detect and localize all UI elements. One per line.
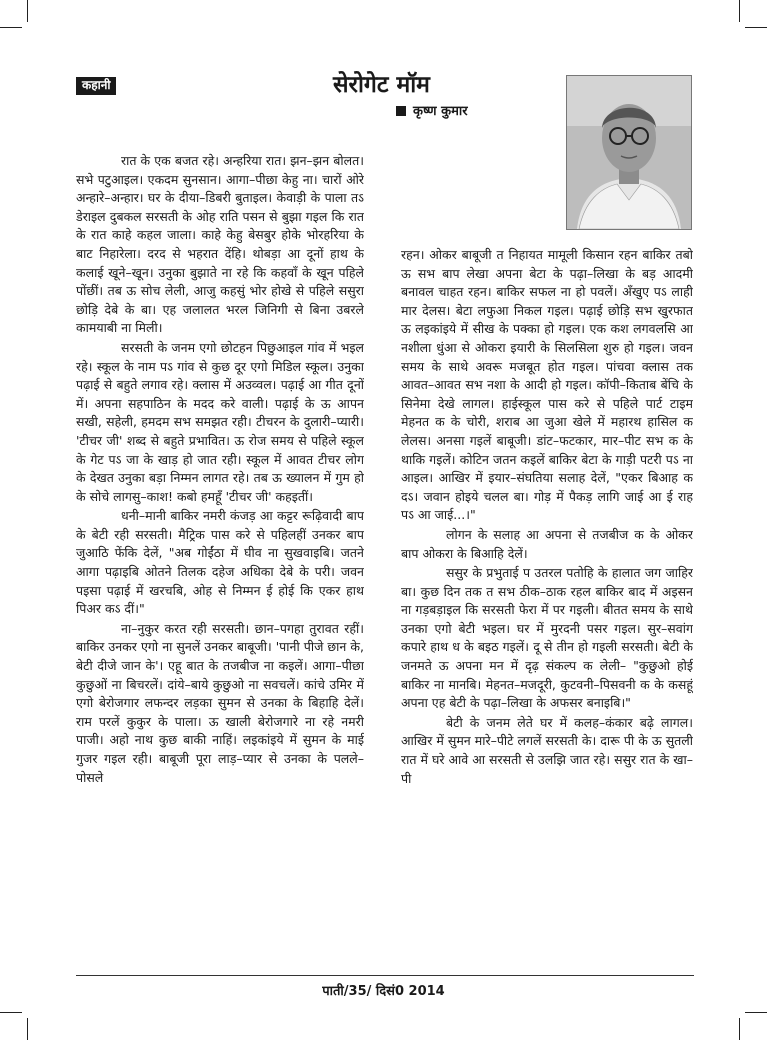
article-column-right: [401, 246, 693, 981]
paragraph: ससुर के प्रभुताई प उतरल पतोहि के हालात जग जाहिर बा। कुछ दिन तक त सभ ठीक–ठाक रहल बाकिर बाद में अइसन ना गड़बड़ाइल कि सरसती फेरा में पर गइली। बीतत समय के साथे उनका एगो बेटी भइल। घर में मुरदनी पसर गइल। सुर–सवांग कपारे हाथ ध के बइठ गइलें। दू से तीन हो गइली सरसती। बेटी के जनमते ऊ अपना मन में दृढ़ संकल्प क लेली– "कुछुओ होई बाकिर ना मानबि। मेहनत–मजदूरी, कुटवनी–पिसवनी क के कसहूं अपना एह बेटी के पढ़ा–लिखा के अफसर बनाइबि।": [401, 565, 693, 711]
crop-mark: [27, 1018, 28, 1040]
paragraph: धनी–मानी बाकिर नमरी कंजड़ आ कट्टर रूढ़िवादी बाप के बेटी रही सरसती। मैट्रिक पास करे से पहिलहीं उनकर बाप जुआठि फेंकि देलें, "अब गोईंठा में घीव ना सुखवाइबि। जतने आगा पढ़ाइबि ओतने तिलक दहेज अधिका देबे के परी। जवन पइसा पढ़ाई में खरचबि, ओह से निम्मन ई होई कि एकर हाथ पिअर कऽ दीं।": [76, 508, 364, 617]
crop-mark: [27, 0, 28, 22]
author-name: कृष्ण कुमार: [413, 104, 468, 119]
paragraph: बेटी के जनम लेते घर में कलह–कंकार बढ़े लागल। आखिर में सुमन मारे–पीटे लगलें सरसती के। दारू पी के ऊ सुतली रात में घरे आवे आ सरसती से उलझि जात रहे। ससुर रात के खा–पी: [401, 714, 693, 786]
author-photo: [567, 76, 691, 229]
crop-mark: [745, 1012, 767, 1013]
paragraph: रहन। ओकर बाबूजी त निहायत मामूली किसान रहन बाकिर तबो ऊ सभ बाप लेखा अपना बेटा के पढ़ा–लिखा के बड़ आदमी बनावल चाहत रहन। बाकिर सफल ना हो पवलें। अँखुए पऽ लाही मार देलस। बेटा लफुआ निकल गइल। पढ़ाई छोड़ि सभ खुरफात ऊ लइकांइये में सीख के पक्का हो गइल। एक कश लगवलसि आ नशीला धुंआ से ओकरा इयारी के सिलसिला शुरु हो गइल। जवन समय के साथे अवरू मजबूत होत गइल। पांचवा क्लास तक आवत–आवत सभ नशा के आदी हो गइल। कॉपी–किताब बेंचि के सिनेमा देखे लागल। हाईस्कूल पास करे से पहिले पार्ट टाइम मेहनत क के चोरी, शराब आ जुआ खेले में महारथ हासिल क लेलस। अनसा गइलें बाबूजी। डांट–फटकार, मार–पीट सभ क के थाकि गइलें। कोटिन जतन कइलें बाकिर बेटा के गाड़ी पटरी पऽ ना आइल। आखिर में इयार–संघतिया सलाह देलें, "एकर बिआह क दऽ। जवान होइये चलल बा। गोड़ में पैकड़ लागि जाई आ ई राह पऽ आ जाई...।": [401, 247, 693, 523]
paragraph: ना–नुकुर करत रही सरसती। छान–पगहा तुरावत रहीं। बाकिर उनकर एगो ना सुनलें उनकर बाबूजी। 'पानी पीजे छान के, बेटी दीजे जान के'। एहू बात के तजबीज ना कइलें। आगा–पीछा कुछुओं ना बिचरलें। दांये–बाये कुछुओ ना सवचलें। कांचे उमिर में एगो बेरोजगार लफन्दर लड़का सुमन से उनका के बिहाहि देलें। राम परलें कुकुर के पाला। ऊ खाली बेरोजगारे ना रहे नमरी पाजी। अहो नाथ कुछ बाकी नाहिं। लइकांइये में सुमन के माई गुजर गइल रही। बाबूजी पूरा लाड़–प्यार से उनका के पलले–पोसले: [76, 620, 364, 785]
paragraph: रात के एक बजत रहे। अन्हरिया रात। झन–झन बोलत। सभे पटुआइल। एकदम सुनसान। आगा–पीछा केहु ना। चारों ओरे अन्हारे–अन्हार। घर के दीया–डिबरी बुताइल। केवाड़ी के पाला तऽ डेराइल दुबकल सरसती के ओह राति पसन से बुझा गइल कि रात के रात काहे कहल जाला। काहे केहु बेसबुर होके भोरहरिया के बाट निहारेला। दरद से भहरात देंहि। थोबड़ा आ दूनों हाथ के कलाई खूने–खून। उनुका बुझाते ना रहे कि कहवाँ के खून पहिले पोंछीं। तब ऊ सोच लेली, आजु कहसुं भोर होखे से पहिले ससुरा छोड़ि देबे के बा। एह जलालत भरल जिनिगी से बिना उबरले कामयाबी ना मिली।: [76, 153, 364, 336]
footer-divider: [76, 975, 694, 976]
portrait-icon: [567, 76, 691, 229]
crop-mark: [739, 0, 740, 22]
paragraph: लोगन के सलाह आ अपना से तजबीज क के ओकर बाप ओकरा के बिआहि देलें।: [401, 526, 693, 561]
paragraph: सरसती के जनम एगो छोटहन पिछुआइल गांव में भइल रहे। स्कूल के नाम पऽ गांव से कुछ दूर एगो मिडिल स्कूल। उनुका पढ़ाई से बहुते लगाव रहे। क्लास में अउव्वल। पढ़ाई आ गीत दूनों में। अपना सहपाठिन के मदद करे वाली। पढ़ाई के ऊ आपन सखी, सहेली, हमदम सभ समझत रही। टीचरन के दुलारी–प्यारी। 'टीचर जी' शब्द से बहुते प्रभावित। ऊ रोज समय से पहिले स्कूल के गेट पऽ जा के खाड़ हो जात रही। स्कूल में आवत टीचर लोग के देखत उनुका बड़ा निम्मन लागत रहे। तब ऊ ख्यालन में गुम हो के सोचे लागसु–काश! कबो हमहूँ 'टीचर जी' कहइतीं।: [76, 339, 364, 504]
crop-mark: [0, 1012, 22, 1013]
section-label: कहानी: [76, 77, 116, 95]
page-footer: पाती/35/ दिसं0 2014: [322, 984, 445, 999]
author-byline: [396, 104, 468, 120]
crop-mark: [745, 27, 767, 28]
page-title: सेरोगेट मॉम: [333, 71, 430, 98]
bullet-square-icon: [396, 106, 406, 116]
article-column-left: [76, 152, 364, 1002]
crop-mark: [739, 1018, 740, 1040]
crop-mark: [0, 27, 22, 28]
